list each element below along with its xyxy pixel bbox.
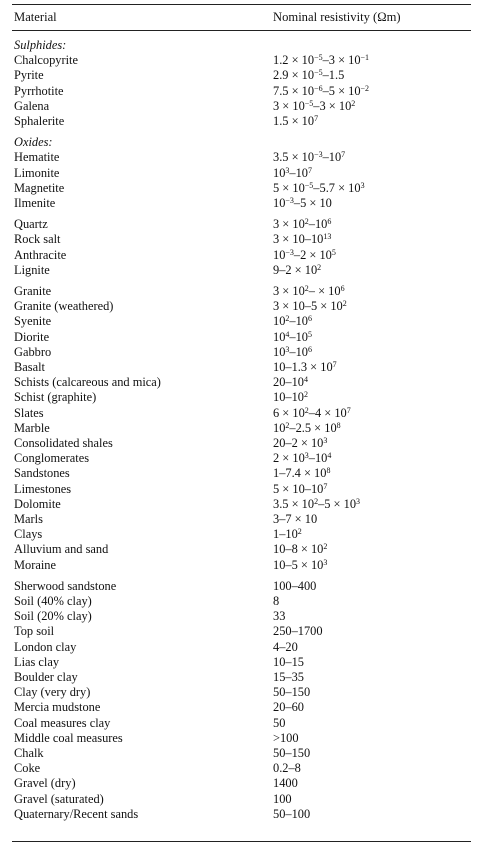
resistivity-cell: $20-10^4$ [273,375,308,390]
material-cell: Coke [14,761,41,776]
material-cell: Chalcopyrite [14,53,78,68]
table-row [0,232,477,246]
material-cell: Syenite [14,314,52,329]
table-row [0,746,477,760]
material-cell: Lignite [14,262,50,277]
material-cell: Lias clay [14,654,60,669]
material-cell: Sherwood sandstone [14,578,117,593]
resistivity-cell: $2 \times 10^3-10^4$ [273,451,332,466]
resistivity-cell: $1-10^2$ [273,527,302,542]
material-cell: Schists (calcareous and mica) [14,375,161,390]
table-row [0,360,477,374]
table-bottom-rule [12,841,471,842]
section-heading-label: Oxides: [14,135,53,150]
resistivity-cell: $20-2 \times 10^3$ [273,436,328,450]
material-cell: Quaternary/Recent sands [14,806,139,821]
resistivity-cell: $10-1.3 \times 10^7$ [273,360,337,374]
resistivity-cell: 4–20 [273,639,298,654]
table-row [0,609,477,623]
table-row [0,716,477,730]
table-row [0,53,477,67]
table-top-rule [12,4,471,5]
resistivity-cell: 3–7 × 10 [273,512,318,526]
resistivity-cell: $10-8 \times 10^2$ [273,542,328,557]
table-row [0,542,477,556]
resistivity-cell: 50–150 [273,746,311,760]
material-cell: Sphalerite [14,114,65,128]
material-cell: Ilmenite [14,196,56,210]
material-cell: Hematite [14,150,60,165]
resistivity-cell: $9-2 \times 10^2$ [273,262,322,277]
table-row [0,181,477,195]
table-row [0,421,477,435]
resistivity-cell: 33 [273,609,286,624]
material-cell: Mercia mudstone [14,700,101,715]
material-cell: Middle coal measures [14,730,123,745]
table-row [0,166,477,180]
table-row [0,390,477,404]
resistivity-cell: $3 \times 10-10^{13}$ [273,232,332,247]
resistivity-cell: $10-10^2$ [273,390,308,405]
resistivity-cell: $10^3-10^7$ [273,165,312,180]
table-row [0,84,477,98]
material-cell: Limonite [14,165,60,180]
resistivity-cell: 0.2–8 [273,761,301,776]
material-cell: Gravel (saturated) [14,791,104,806]
material-cell: Quartz [14,217,48,232]
table-row [0,217,477,231]
material-cell: Coal measures clay [14,715,111,730]
section-heading [0,135,477,149]
material-cell: Dolomite [14,496,61,511]
material-cell: Chalk [14,746,44,760]
table-row [0,345,477,359]
table-row [0,436,477,450]
table-row [0,497,477,511]
resistivity-cell: $10^{-3}-2 \times 10^5$ [273,247,336,262]
table-row [0,406,477,420]
resistivity-cell: 50 [273,715,286,730]
resistivity-cell: 1400 [273,776,298,791]
table-row [0,776,477,790]
material-cell: Granite [14,284,52,298]
table-row [0,624,477,638]
material-cell: Anthracite [14,247,67,262]
resistivity-cell: $5 \times 10-10^7$ [273,481,328,496]
material-cell: Boulder clay [14,670,78,684]
material-cell: Alluvium and sand [14,542,109,557]
resistivity-cell: 50–150 [273,685,311,700]
material-cell: Clays [14,527,43,542]
table-row [0,670,477,684]
table-header-rule [12,30,471,31]
material-cell: Top soil [14,624,55,639]
material-cell: Schist (graphite) [14,390,97,405]
column-header-resistivity: Nominal resistivity (Ωm) [273,10,401,24]
table-row [0,731,477,745]
material-cell: Moraine [14,557,56,572]
resistivity-cell: $5 \times 10^{-5}-5.7 \times 10^3$ [273,180,365,195]
table-row [0,558,477,572]
resistivity-cell: 8 [273,594,280,608]
table-row [0,114,477,128]
table-row [0,150,477,164]
table-row [0,527,477,541]
table-row [0,761,477,775]
material-cell: Magnetite [14,180,65,195]
resistivity-cell: $3 \times 10^{-5}-3 \times 10^2$ [273,98,356,113]
material-cell: Marls [14,512,43,526]
table-row [0,655,477,669]
table-row [0,196,477,210]
resistivity-cell: $3 \times 10-5 \times 10^2$ [273,299,347,314]
resistivity-cell: $1.5 \times 10^7$ [273,114,319,128]
material-cell: Basalt [14,360,45,374]
material-cell: Diorite [14,329,50,344]
table-row [0,314,477,328]
table-row [0,330,477,344]
resistivity-cell: 250–1700 [273,624,323,639]
material-cell: Clay (very dry) [14,685,91,700]
material-cell: Gabbro [14,344,52,359]
resistivity-cell: $10^4-10^5$ [273,329,312,344]
table-row [0,263,477,277]
material-cell: Soil (20% clay) [14,609,92,624]
table-row [0,640,477,654]
resistivity-cell: $10^3-10^6$ [273,344,312,359]
resistivity-cell: $1.2 \times 10^{-5}-3 \times 10^{-1}$ [273,53,370,68]
resistivity-cell: $10^2-10^6$ [273,314,312,329]
table-row [0,792,477,806]
column-header-material: Material [14,10,57,24]
resistivity-cell: $3 \times 10^2- \times 10^6$ [273,284,345,298]
material-cell: Pyrite [14,68,44,83]
table-row [0,579,477,593]
resistivity-cell: $6 \times 10^2-4 \times 10^7$ [273,405,351,420]
table-row [0,299,477,313]
material-cell: Marble [14,420,50,435]
resistivity-cell: 15–35 [273,670,304,684]
material-cell: Limestones [14,481,72,496]
resistivity-cell: $10^2-2.5 \times 10^8$ [273,420,341,435]
resistivity-cell: 100–400 [273,578,317,593]
section-heading [0,38,477,52]
table-row [0,807,477,821]
resistivity-cell: 100 [273,791,292,806]
table-row [0,375,477,389]
material-cell: London clay [14,639,77,654]
resistivity-cell: $10-5 \times 10^3$ [273,557,328,572]
resistivity-cell: $7.5 \times 10^{-6}-5 \times 10^{-2}$ [273,83,370,98]
resistivity-cell: 10–15 [273,654,304,669]
material-cell: Slates [14,405,44,420]
table-row [0,512,477,526]
material-cell: Consolidated shales [14,436,113,450]
resistivity-cell: $1-7.4 \times 10^8$ [273,466,331,481]
resistivity-cell: $3 \times 10^2-10^6$ [273,217,332,232]
table-row [0,248,477,262]
resistivity-cell: $2.9 \times 10^{-5}-1.5$ [273,68,345,83]
resistivity-cell: $10^{-3}-5 \times 10$ [273,196,332,210]
resistivity-cell: 50–100 [273,806,311,821]
resistivity-cell: >100 [273,730,299,745]
resistivity-cell: 20–60 [273,700,304,715]
table-row [0,685,477,699]
table-row [0,594,477,608]
table-row [0,451,477,465]
table-row [0,68,477,82]
section-heading-label: Sulphides: [14,38,67,52]
table-row [0,99,477,113]
table-row [0,284,477,298]
material-cell: Pyrrhotite [14,83,64,98]
table-row [0,466,477,480]
resistivity-cell: $3.5 \times 10^2-5 \times 10^3$ [273,496,361,511]
material-cell: Granite (weathered) [14,299,114,314]
material-cell: Gravel (dry) [14,776,76,791]
material-cell: Conglomerates [14,451,90,466]
table-row [0,482,477,496]
material-cell: Sandstones [14,466,70,481]
resistivity-cell: $3.5 \times 10^{-3}-10^7$ [273,150,346,165]
material-cell: Galena [14,98,50,113]
table-row [0,700,477,714]
material-cell: Soil (40% clay) [14,594,92,608]
material-cell: Rock salt [14,232,61,247]
